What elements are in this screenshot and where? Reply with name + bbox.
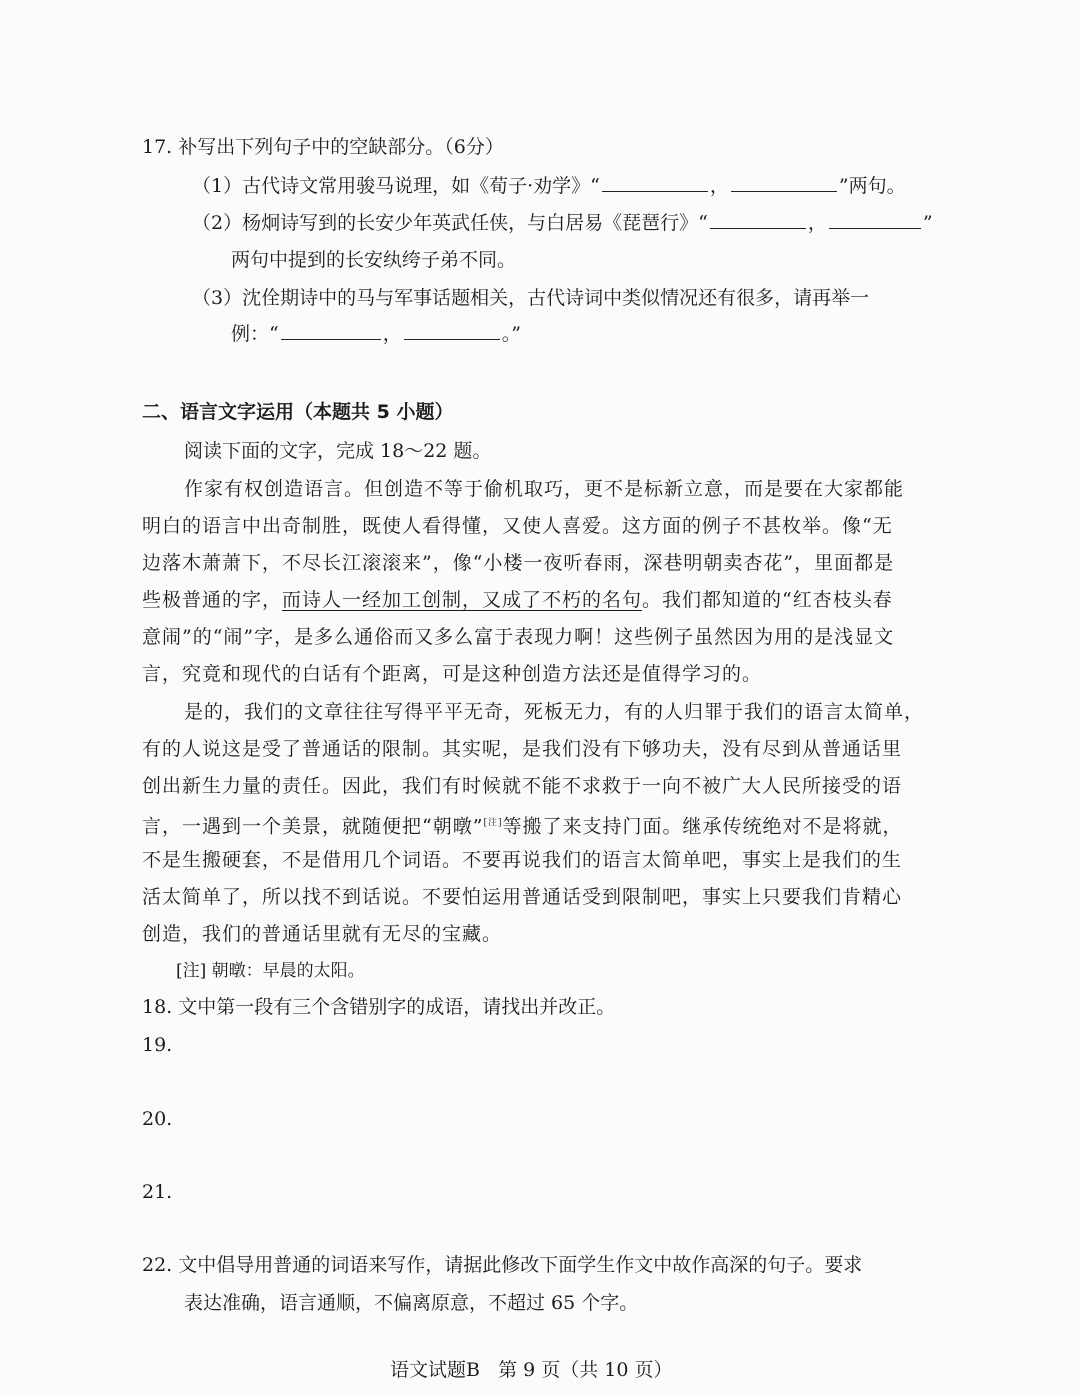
answer-blank[interactable] (731, 173, 837, 192)
passage-line: 作家有权创造语言。但创造不等于偷机取巧，更不是标新立意，而是要在大家都能 (184, 478, 905, 500)
q17-item-1-suffix: ”两句。 (838, 175, 906, 197)
q17-item-1 (192, 173, 906, 199)
passage-line: 边落木萧萧下，不尽长江滚滚来”，像“小楼一夜听春雨，深巷明朝卖杏花”，里面都是 (142, 552, 895, 574)
footnote: [注] 朝暾：早晨的太阳。 (176, 961, 365, 981)
passage-line: 活太简单了，所以找不到话说。不要怕运用普通话受到限制吧，事实上只要我们肯精心 (142, 886, 903, 908)
q17-item-2 (192, 210, 933, 236)
section-heading: 二、语言文字运用（本题共 5 小题） (142, 401, 454, 423)
footnote-marker: [注] (483, 818, 503, 828)
passage-text: 些极普通的字， (142, 589, 283, 611)
passage-line: 不是生搬硬套，不是借用几个词语。不要再说我们的语言太简单吧，事实上是我们的生 (142, 849, 903, 871)
q17-item-3: （3）沈佺期诗中的马与军事话题相关，古代诗词中类似情况还有很多，请再举一 (192, 287, 870, 309)
passage-line: 有的人说这是受了普通话的限制。其实呢，是我们没有下够功夫，没有尽到从普通话里 (142, 738, 903, 760)
passage-line: 是的，我们的文章往往写得平平无奇，死板无力，有的人归罪于我们的语言太简单， (184, 701, 925, 723)
q17-item-2-suffix: ” (922, 212, 933, 234)
passage-line (142, 810, 902, 839)
question-22: 22. 文中倡导用普通的词语来写作，请据此修改下面学生作文中故作高深的句子。要求 (142, 1254, 863, 1276)
question-18: 18. 文中第一段有三个含错别字的成语，请找出并改正。 (142, 996, 616, 1018)
q17-item-3-comma: ， (382, 323, 402, 345)
q17-item-1-comma: ， (709, 175, 729, 197)
q17-item-3-cont (231, 321, 521, 347)
q17-item-1-prefix: （1）古代诗文常用骏马说理，如《荀子·劝学》“ (192, 175, 600, 197)
q17-item-2-cont: 两句中提到的长安纨绔子弟不同。 (231, 249, 517, 271)
answer-blank[interactable] (710, 210, 806, 229)
question-20: 20. (142, 1108, 173, 1130)
q17-item-3-prefix: 例：“ (231, 323, 279, 345)
page-footer: 语文试题B 第 9 页（共 10 页） (390, 1359, 673, 1381)
passage-line: 创出新生力量的责任。因此，我们有时候就不能不求救于一向不被广大人民所接受的语 (142, 775, 903, 797)
passage-line: 明白的语言中出奇制胜，既使人看得懂，又使人喜爱。这方面的例子不甚枚举。像“无 (142, 515, 893, 537)
underlined-sentence: 而诗人一经加工创制，又成了不朽的名句 (282, 589, 643, 611)
answer-blank[interactable] (404, 321, 500, 340)
q17-title: 17. 补写出下列句子中的空缺部分。（6分） (142, 136, 504, 158)
passage-text: 等搬了来支持门面。继承传统绝对不是将就， (502, 815, 903, 838)
passage-line: 创造，我们的普通话里就有无尽的宝藏。 (142, 923, 503, 945)
section-intro: 阅读下面的文字，完成 18～22 题。 (184, 440, 492, 462)
passage-line: 言，究竟和现代的白话有个距离，可是这种创造方法还是值得学习的。 (142, 663, 763, 685)
answer-blank[interactable] (281, 321, 381, 340)
passage-text: 。我们都知道的“红杏枝头春 (642, 589, 893, 611)
question-22-cont: 表达准确，语言通顺，不偏离原意，不超过 65 个字。 (184, 1292, 639, 1314)
q17-item-2-prefix: （2）杨炯诗写到的长安少年英武任侠，与白居易《琵琶行》“ (192, 212, 708, 234)
answer-blank[interactable] (602, 173, 708, 192)
q17-item-2-comma: ， (807, 212, 827, 234)
passage-line (142, 587, 893, 613)
q17-item-3-suffix: 。” (501, 323, 521, 345)
question-19: 19. (142, 1034, 173, 1056)
passage-line: 意闹”的“闹”字，是多么通俗而又多么富于表现力啊！这些例子虽然因为用的是浅显文 (142, 626, 895, 648)
question-21: 21. (142, 1181, 173, 1203)
answer-blank[interactable] (829, 210, 921, 229)
passage-text: 言，一遇到一个美景，就随便把“朝暾” (142, 815, 484, 838)
